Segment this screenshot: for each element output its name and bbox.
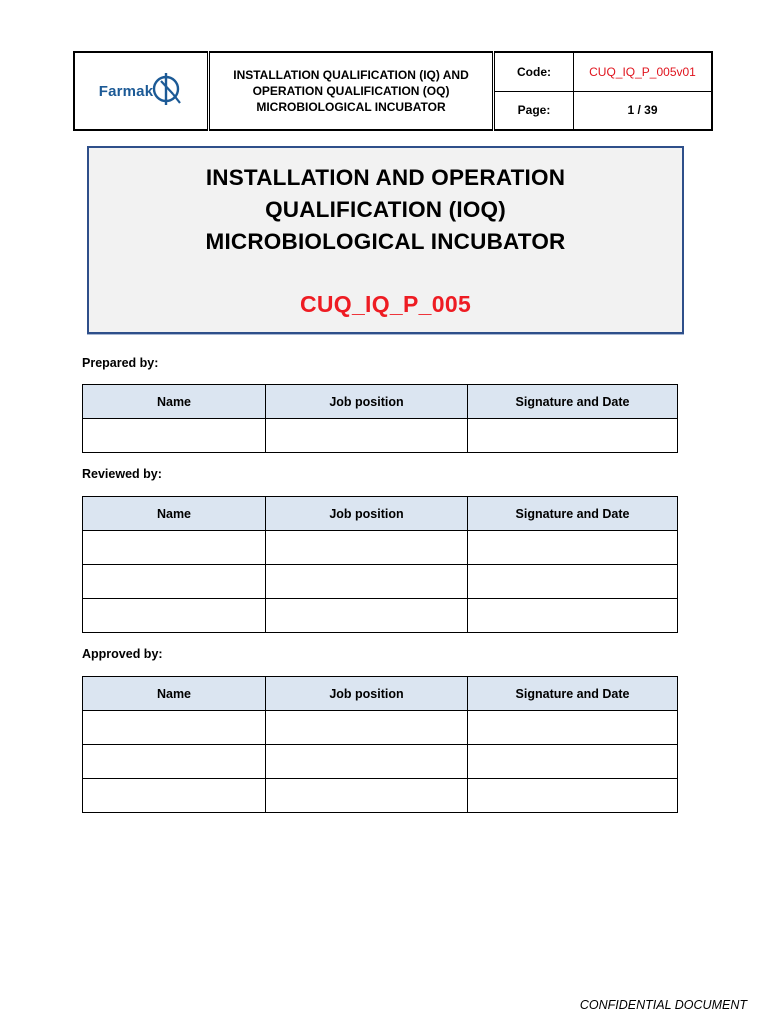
title-line-1: INSTALLATION AND OPERATION — [205, 165, 566, 190]
column-job-header: Job position — [266, 497, 468, 531]
header-title-line-1: INSTALLATION QUALIFICATION (IQ) AND — [233, 68, 469, 82]
name-cell[interactable] — [83, 531, 266, 565]
column-name-header: Name — [83, 677, 266, 711]
name-cell[interactable] — [83, 419, 266, 453]
table-row — [83, 745, 678, 779]
signature-cell[interactable] — [468, 531, 678, 565]
table-header-row — [83, 677, 678, 711]
table-header-row — [83, 497, 678, 531]
name-cell[interactable] — [83, 711, 266, 745]
header-title-line-2: OPERATION QUALIFICATION (OQ) — [252, 84, 450, 98]
header-title-line-3: MICROBIOLOGICAL INCUBATOR — [256, 100, 446, 114]
page-value: 1 / 39 — [574, 91, 713, 130]
column-job-header: Job position — [266, 677, 468, 711]
table-row — [83, 711, 678, 745]
job-position-cell[interactable] — [266, 711, 468, 745]
title-line-2: QUALIFICATION (IOQ) — [265, 197, 506, 222]
document-code: CUQ_IQ_P_005 — [299, 291, 472, 317]
code-label: Code: — [494, 52, 574, 91]
logo-cell — [74, 52, 209, 130]
reviewed-by-label: Reviewed by: — [82, 467, 162, 481]
prepared-by-label: Prepared by: — [82, 356, 159, 370]
code-value: CUQ_IQ_P_005v01 — [574, 52, 713, 91]
job-position-cell[interactable] — [266, 779, 468, 813]
signature-cell[interactable] — [468, 419, 678, 453]
table-row — [83, 419, 678, 453]
approved-by-label: Approved by: — [82, 647, 163, 661]
logo-text: Farmak — [98, 82, 154, 100]
table-row — [83, 599, 678, 633]
table-header-row — [83, 385, 678, 419]
job-position-cell[interactable] — [266, 565, 468, 599]
signature-cell[interactable] — [468, 711, 678, 745]
farmak-logo — [75, 53, 207, 129]
prepared-by-table — [82, 384, 678, 453]
name-cell[interactable] — [83, 599, 266, 633]
job-position-cell[interactable] — [266, 531, 468, 565]
title-line-3: MICROBIOLOGICAL INCUBATOR — [205, 229, 566, 254]
column-signature-header: Signature and Date — [468, 385, 678, 419]
job-position-cell[interactable] — [266, 745, 468, 779]
table-row — [83, 531, 678, 565]
column-signature-header: Signature and Date — [468, 497, 678, 531]
job-position-cell[interactable] — [266, 419, 468, 453]
title-box — [87, 146, 684, 334]
name-cell[interactable] — [83, 745, 266, 779]
name-cell[interactable] — [83, 565, 266, 599]
confidential-footer: CONFIDENTIAL DOCUMENT — [579, 998, 747, 1012]
signature-cell[interactable] — [468, 779, 678, 813]
column-name-header: Name — [83, 497, 266, 531]
signature-cell[interactable] — [468, 565, 678, 599]
table-row — [83, 565, 678, 599]
logo-circle-icon — [149, 72, 183, 106]
signature-cell[interactable] — [468, 599, 678, 633]
page-label: Page: — [494, 91, 574, 130]
table-row — [83, 779, 678, 813]
name-cell[interactable] — [83, 779, 266, 813]
approved-by-table — [82, 676, 678, 813]
column-signature-header: Signature and Date — [468, 677, 678, 711]
reviewed-by-table — [82, 496, 678, 633]
column-job-header: Job position — [266, 385, 468, 419]
column-name-header: Name — [83, 385, 266, 419]
signature-cell[interactable] — [468, 745, 678, 779]
job-position-cell[interactable] — [266, 599, 468, 633]
header-title — [209, 52, 494, 130]
document-header — [73, 51, 713, 131]
